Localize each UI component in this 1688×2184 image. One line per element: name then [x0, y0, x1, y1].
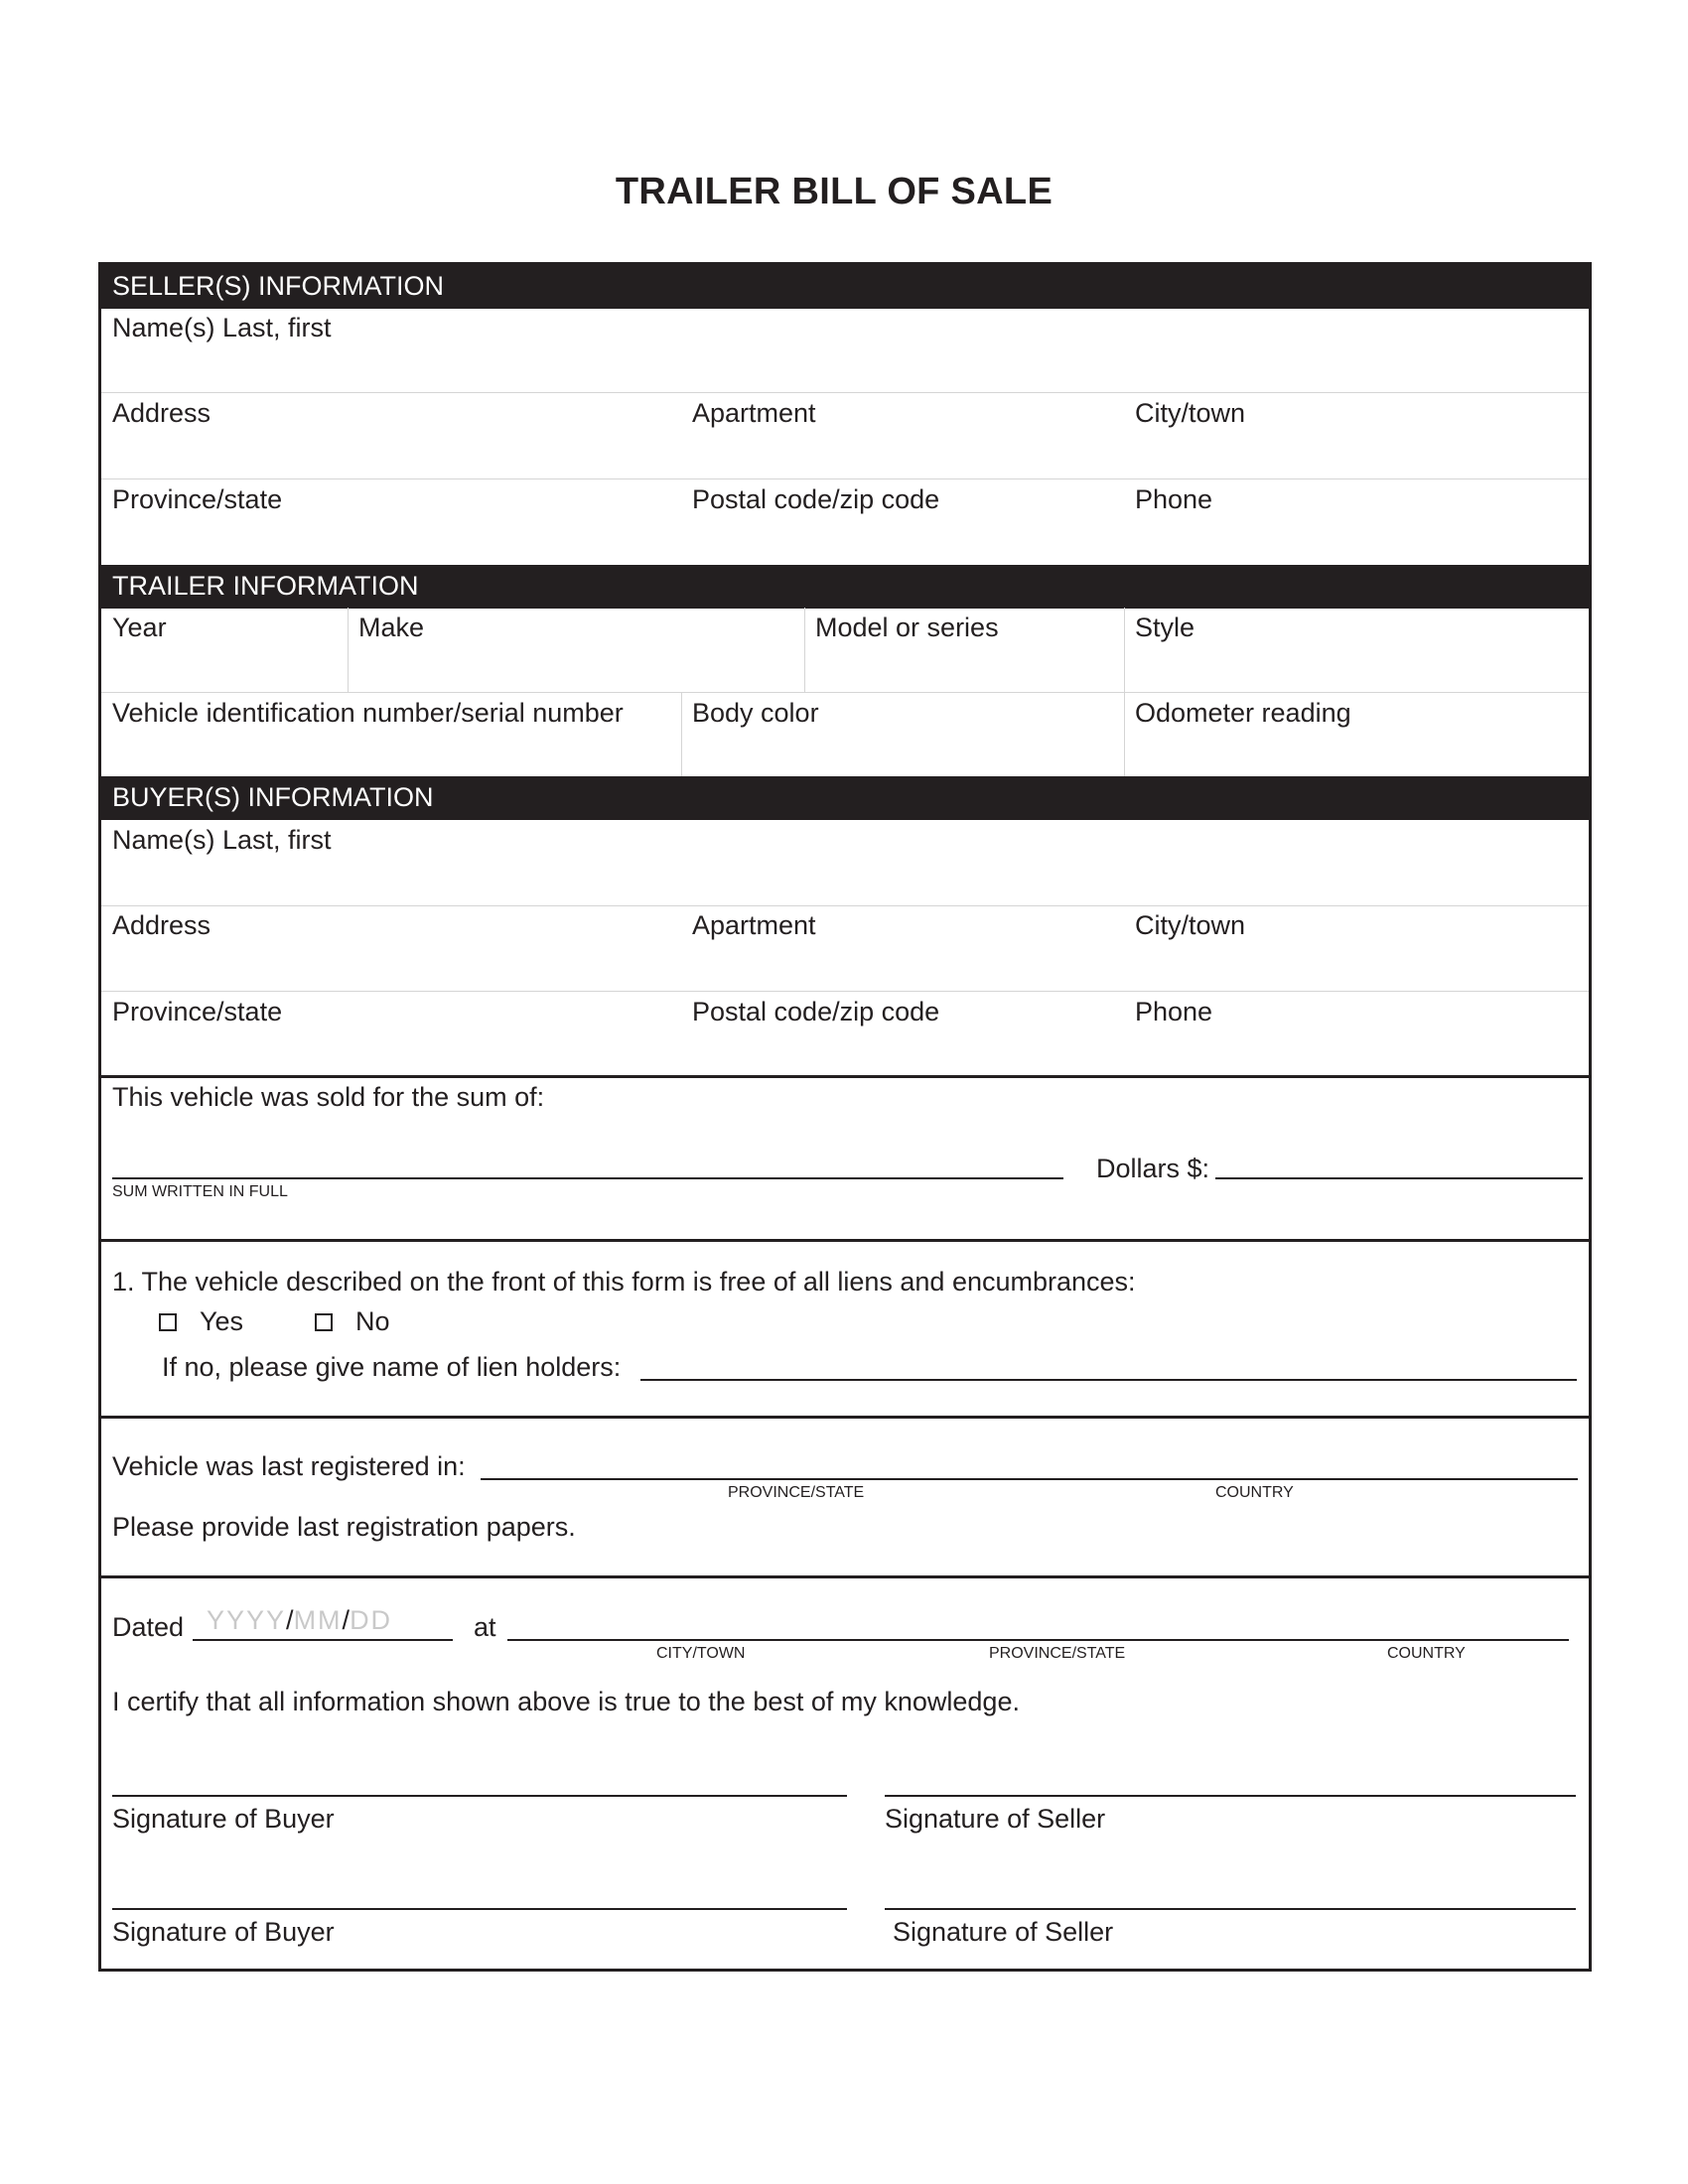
- sum-written-line[interactable]: [112, 1177, 1063, 1179]
- year-placeholder: YYYY: [207, 1605, 287, 1635]
- location-province-caption: PROVINCE/STATE: [989, 1645, 1126, 1662]
- trailer-make-field[interactable]: Make: [358, 613, 425, 642]
- divider: [101, 905, 1589, 906]
- divider: [101, 817, 1589, 820]
- trailer-odometer-field[interactable]: Odometer reading: [1135, 698, 1351, 728]
- seller-signature-line-2[interactable]: [885, 1908, 1576, 1910]
- registration-province-caption: PROVINCE/STATE: [728, 1484, 865, 1501]
- registration-papers-note: Please provide last registration papers.: [112, 1512, 576, 1542]
- liens-question: 1. The vehicle described on the front of this form is free of all liens and encumbrances:: [112, 1267, 1136, 1297]
- seller-address-field[interactable]: Address: [112, 398, 211, 428]
- month-placeholder: MM: [293, 1605, 343, 1635]
- seller-apartment-field[interactable]: Apartment: [692, 398, 816, 428]
- city-caption: CITY/TOWN: [656, 1645, 746, 1662]
- divider: [101, 692, 1589, 693]
- certification-statement: I certify that all information shown above is true to the best of my knowledge.: [112, 1687, 1020, 1716]
- date-line: [193, 1639, 453, 1641]
- sale-sum-label: This vehicle was sold for the sum of:: [112, 1082, 545, 1112]
- at-label: at: [474, 1612, 496, 1642]
- trailer-style-field[interactable]: Style: [1135, 613, 1196, 642]
- seller-signature-label-2: Signature of Seller: [893, 1917, 1114, 1947]
- section-divider: [101, 1416, 1589, 1419]
- registered-in-line[interactable]: [481, 1478, 1578, 1480]
- buyer-section-header: BUYER(S) INFORMATION: [101, 776, 1589, 819]
- buyer-address-field[interactable]: Address: [112, 910, 211, 940]
- buyer-postal-field[interactable]: Postal code/zip code: [692, 997, 940, 1026]
- column-divider: [348, 608, 349, 692]
- section-divider: [101, 1239, 1589, 1242]
- column-divider: [681, 692, 682, 776]
- day-placeholder: DD: [350, 1605, 393, 1635]
- divider: [101, 991, 1589, 992]
- divider: [101, 478, 1589, 479]
- location-line[interactable]: [507, 1639, 1569, 1641]
- buyer-signature-label-1: Signature of Buyer: [112, 1804, 335, 1834]
- trailer-vin-field[interactable]: Vehicle identification number/serial number: [112, 698, 624, 728]
- divider: [101, 306, 1589, 309]
- dollars-label: Dollars $:: [1096, 1154, 1210, 1183]
- buyer-apartment-field[interactable]: Apartment: [692, 910, 816, 940]
- document-title: TRAILER BILL OF SALE: [615, 171, 1054, 212]
- buyer-signature-line-2[interactable]: [112, 1908, 847, 1910]
- no-label: No: [355, 1306, 390, 1336]
- trailer-section-header: TRAILER INFORMATION: [101, 565, 1589, 608]
- date-field[interactable]: [207, 1605, 392, 1636]
- buyer-city-field[interactable]: City/town: [1135, 910, 1246, 940]
- seller-signature-label-1: Signature of Seller: [885, 1804, 1106, 1834]
- buyer-names-field[interactable]: Name(s) Last, first: [112, 825, 332, 855]
- seller-province-field[interactable]: Province/state: [112, 484, 283, 514]
- seller-postal-field[interactable]: Postal code/zip code: [692, 484, 940, 514]
- yes-checkbox[interactable]: [159, 1313, 177, 1331]
- date-separator: /: [286, 1605, 294, 1635]
- trailer-year-field[interactable]: Year: [112, 613, 167, 642]
- section-divider: [101, 1575, 1589, 1578]
- registration-country-caption: COUNTRY: [1215, 1484, 1294, 1501]
- divider: [101, 606, 1589, 609]
- section-divider: [101, 1075, 1589, 1078]
- lien-holders-line[interactable]: [640, 1379, 1577, 1381]
- trailer-color-field[interactable]: Body color: [692, 698, 819, 728]
- seller-names-field[interactable]: Name(s) Last, first: [112, 313, 332, 342]
- column-divider: [804, 608, 805, 692]
- seller-city-field[interactable]: City/town: [1135, 398, 1246, 428]
- sum-written-caption: SUM WRITTEN IN FULL: [112, 1183, 288, 1200]
- seller-signature-line-1[interactable]: [885, 1795, 1576, 1797]
- seller-section-header: SELLER(S) INFORMATION: [101, 265, 1589, 308]
- buyer-province-field[interactable]: Province/state: [112, 997, 283, 1026]
- divider: [101, 392, 1589, 393]
- yes-label: Yes: [200, 1306, 244, 1336]
- seller-phone-field[interactable]: Phone: [1135, 484, 1213, 514]
- registered-in-label: Vehicle was last registered in:: [112, 1451, 466, 1481]
- bill-of-sale-form: [98, 262, 1592, 1972]
- date-separator: /: [342, 1605, 351, 1635]
- dated-label: Dated: [112, 1612, 185, 1642]
- no-checkbox[interactable]: [315, 1313, 333, 1331]
- lien-holders-label: If no, please give name of lien holders:: [162, 1352, 622, 1382]
- buyer-phone-field[interactable]: Phone: [1135, 997, 1213, 1026]
- location-country-caption: COUNTRY: [1387, 1645, 1466, 1662]
- buyer-signature-line-1[interactable]: [112, 1795, 847, 1797]
- buyer-signature-label-2: Signature of Buyer: [112, 1917, 335, 1947]
- dollars-amount-line[interactable]: [1215, 1177, 1583, 1179]
- trailer-model-field[interactable]: Model or series: [815, 613, 999, 642]
